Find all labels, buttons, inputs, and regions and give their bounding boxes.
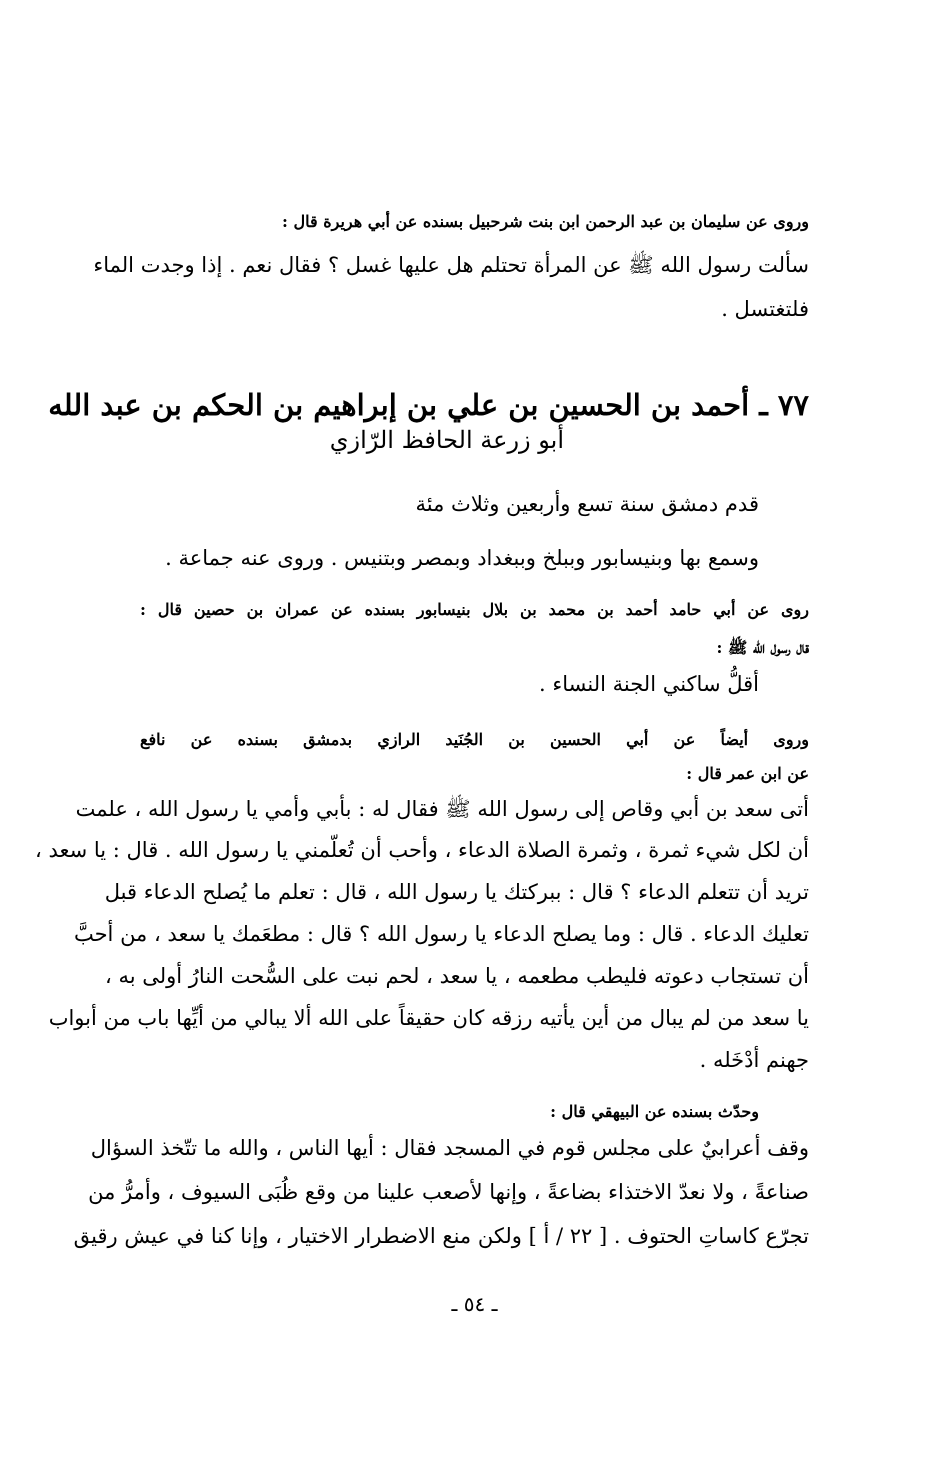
text-line: يا سعد من لم يبال من أين يأتيه رزقه كان حقيقاً على الله ألا يبالي من أيِّها باب من أبواب: [48, 1006, 809, 1030]
text-line: أقلُّ ساكني الجنة النساء .: [539, 672, 759, 696]
entry-subheading: أبو زرعة الحافظ الرّازي: [329, 426, 564, 454]
text-line: عن ابن عمر قال :: [686, 764, 809, 783]
text-line: وروى أيضاً عن أبي الحسين بن الجُنَيد الرازي بدمشق بسنده عن نافع: [140, 730, 809, 749]
text-line: تجرّع كاساتِ الحتوف . [ ٢٢ / أ ] ولكن منع الاضطرار الاختيار ، وإنا كنا في عيش رقيق: [73, 1224, 809, 1248]
text-line: وحدّث بسنده عن البيهقي قال :: [550, 1102, 759, 1121]
entry-heading: ٧٧ ـ أحمد بن الحسين بن علي بن إبراهيم بن الحكم بن عبد الله: [48, 388, 809, 422]
page-number: ـ ٥٤ ـ: [451, 1292, 498, 1316]
text-line: فلتغتسل .: [721, 297, 809, 321]
text-line: تعليك الدعاء . قال : وما يصلح الدعاء يا رسول الله ؟ قال : مطعَمك يا سعد ، من أحبَّ: [73, 922, 809, 946]
text-line: صناعةً ، ولا نعدّ الاختذاء بضاعةً ، وإنها لأصعب علينا من وقع ظُبَى السيوف ، وأمرُّ من: [88, 1180, 809, 1204]
text-line: قال رسول الله ﷺ :: [716, 638, 809, 657]
text-line: أن تستجاب دعوته فليطب مطعمه ، يا سعد ، لحم نبت على السُّحت النارُ أولى به ،: [105, 964, 809, 988]
text-line: قدم دمشق سنة تسع وأربعين وثلاث مئة: [415, 492, 759, 516]
text-line: وقف أعرابيٌ على مجلس قوم في المسجد فقال : أيها الناس ، والله ما تتّخذ السؤال: [90, 1136, 809, 1160]
text-line: روى عن أبي حامد أحمد بن محمد بن بلال بنيسابور بسنده عن عمران بن حصين قال :: [140, 600, 809, 619]
text-line: سألت رسول الله ﷺ عن المرأة تحتلم هل عليها غسل ؟ فقال نعم . إذا وجدت الماء: [93, 253, 809, 277]
text-line: وروى عن سليمان بن عبد الرحمن ابن بنت شرحبيل بسنده عن أبي هريرة قال :: [282, 212, 809, 231]
text-line: جهنم أدْخَله .: [699, 1048, 809, 1072]
text-line: أتى سعد بن أبي وقاص إلى رسول الله ﷺ فقال له : بأبي وأمي يا رسول الله ، علمت: [75, 797, 809, 821]
text-line: تريد أن تتعلم الدعاء ؟ قال : ببركتك يا رسول الله ، قال : تعلم ما يُصلح الدعاء قبل: [104, 880, 809, 904]
text-line: أن لكل شيء ثمرة ، وثمرة الصلاة الدعاء ، وأحب أن تُعلّمني يا رسول الله . قال : يا سعد ،: [34, 838, 809, 862]
text-line: وسمع بها وبنيسابور وببلخ وببغداد وبمصر وبتنيس . وروى عنه جماعة .: [165, 546, 759, 570]
